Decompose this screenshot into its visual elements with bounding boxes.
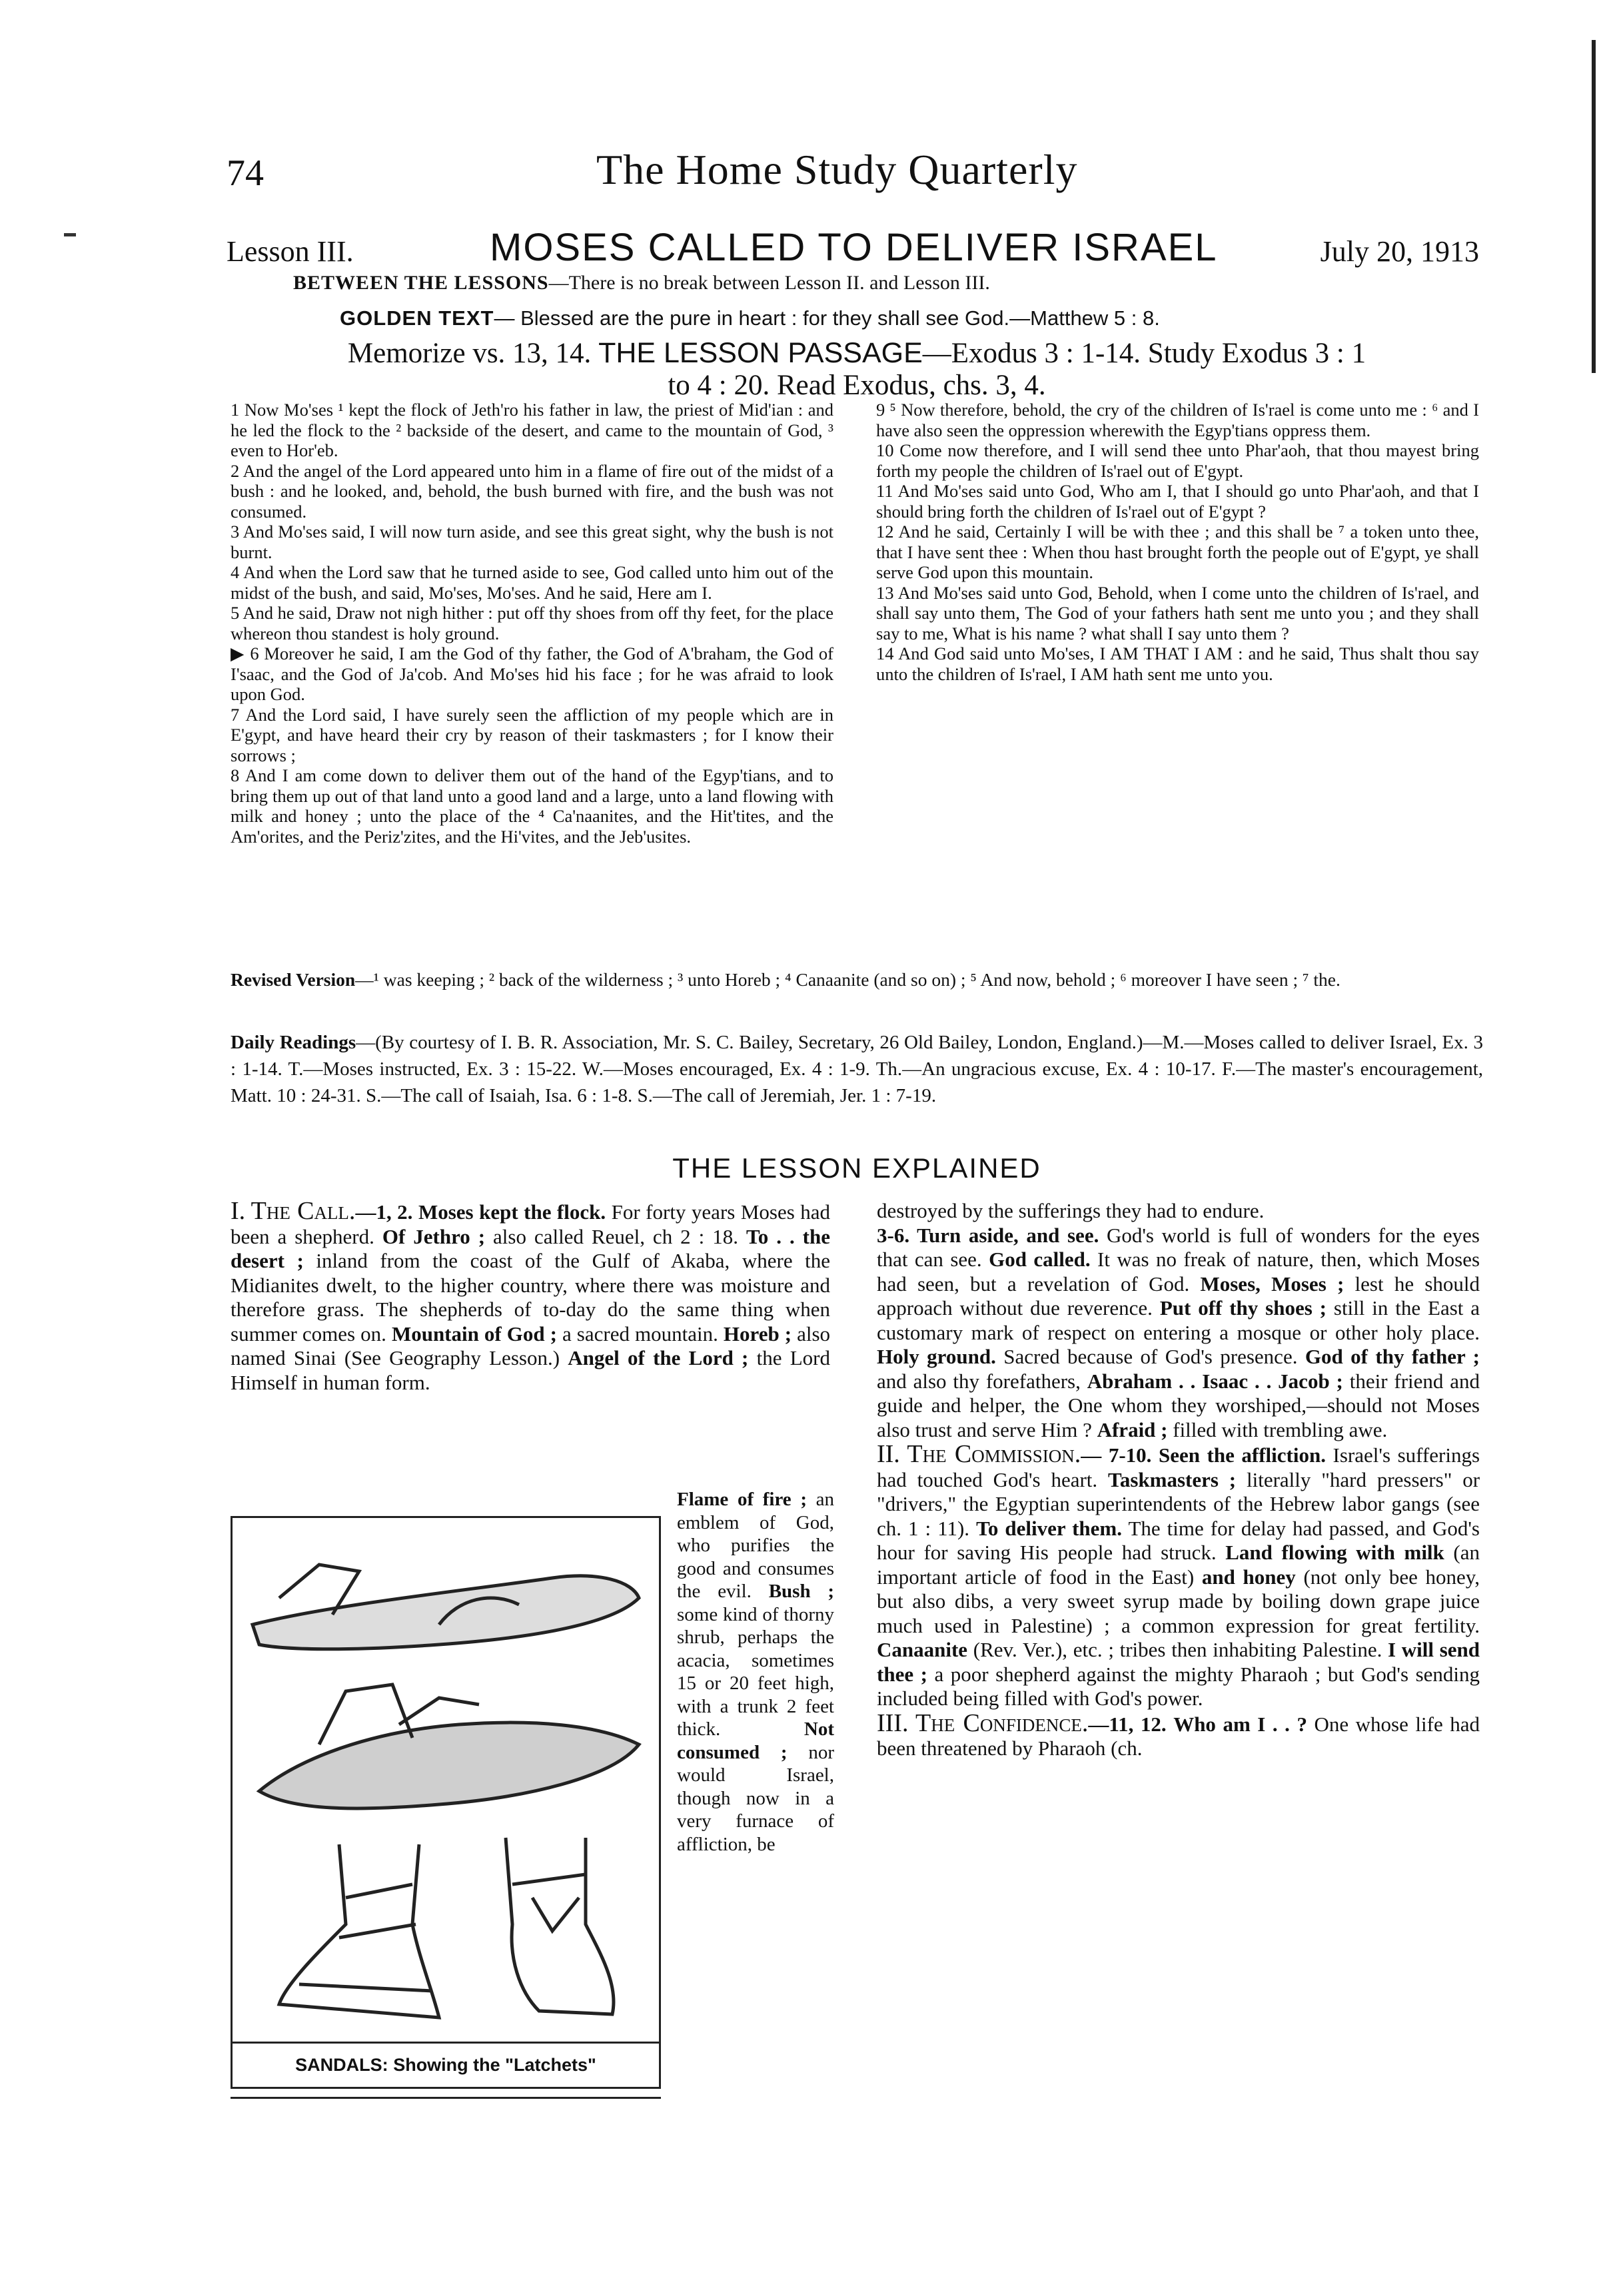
comment: (an important article of food in the East) [877,1541,1480,1589]
section-title: THE LESSON EXPLAINED [672,1152,1041,1184]
figure-caption [233,2042,659,2087]
golden-label: GOLDEN TEXT [340,306,494,330]
comment: lest he should approach without due reverence. [877,1272,1480,1320]
verse-7: 7 And the Lord said, I have surely seen the affliction of my people which are in E'gypt, and have heard their cry by reason of their taskmasters ; for I know their sorrows ; [231,704,833,765]
verse-12: 12 And he said, Certainly I will be with thee ; and this shall be ⁷ a token unto thee, that I have sent thee : When thou hast brought forth the people out of E'gypt, ye shall serve God upon this mountain. [876,522,1479,582]
term: Moses kept the flock. [418,1200,606,1224]
revised-text: —¹ was keeping ; ² back of the wilderness ; ³ unto Horeb ; ⁴ Canaanite (and so on) ; ⁵ And now, behold ; ⁶ moreover I have seen ; ⁷ the. [355,969,1340,990]
section-commission [877,1442,1480,1711]
memorize-verses: Memorize vs. 13, 14. [347,338,592,369]
verse-13: 13 And Mo'ses said unto God, Behold, when I come unto the children of Is'rael, and shall say unto them, The God of your fathers hath sent me unto you ; and they shall say to me, What is his name ? what shall I say unto them ? [876,582,1479,643]
term: I will send thee ; [877,1638,1480,1686]
verse-2: 2 And the angel of the Lord appeared unto him in a flame of fire out of the midst of a bush : and he looked, and, behold, the bush burned with fire, and the bush was not consumed. [231,460,833,522]
lesson-title: MOSES CALLED TO DELIVER ISRAEL [490,226,1218,269]
revised-label: Revised Version [231,969,356,990]
term: and honey [1201,1565,1296,1589]
term: Flame of fire ; [677,1489,807,1510]
term: Of Jethro ; [382,1224,486,1248]
journal-title: The Home Study Quarterly [596,146,1078,193]
golden-text-body: — Blessed are the pure in heart : for they shall see God.—Matthew 5 : 8. [494,306,1160,330]
between-text: —There is no break between Lesson II. and Lesson III. [548,272,990,294]
comment: some kind of thorny shrub, perhaps the acacia, sometimes 15 or 20 feet high, with a trunk 2 feet thick. [677,1603,834,1740]
term: To . . the desert ; [231,1224,830,1272]
verse-1: 1 Now Mo'ses ¹ kept the flock of Jeth'ro his father in law, the priest of Mid'ian : and he led the flock to the ² backside of the desert, and came to the mountain of God, ³ even to Hor'eb. [231,400,833,460]
comment: the Lord Himself in human form. [231,1346,831,1394]
explained-column-right [877,1199,1480,1761]
lesson-passage-line [231,337,1483,402]
section-name: The Commission. [907,1440,1081,1468]
comment: an emblem of God, who purifies the good and consumes the evil. [677,1489,834,1602]
comment: literally "hard pressers" or "drivers," the Egyptian superintendents of the Hebrew labor gangs (see ch. 1 : 11). [877,1467,1480,1540]
passage-column-right [876,400,1479,684]
verse-9: 9 ⁵ Now therefore, behold, the cry of the children of Is'rael is come unto me : ⁶ and I have also seen the oppression wherewith the Egyp'tians oppress them. [876,400,1479,440]
term: Bush ; [768,1581,835,1602]
term: Canaanite [877,1638,968,1661]
running-head [227,145,1492,205]
explained-column-left [231,1199,830,1395]
foot-right [506,1838,614,2014]
passage-column-left [231,400,833,847]
daily-label: Daily Readings [231,1032,356,1053]
verse-ref: — 7-10. [1081,1443,1152,1467]
term: Land flowing with milk [1225,1541,1444,1564]
comment: still in the East a customary mark of respect on entering a mosque or other holy place. [877,1296,1480,1344]
term: Holy ground. [877,1345,996,1368]
comment: Israel's sufferings had touched God's heart. [877,1443,1480,1491]
verse-4: 4 And when the Lord saw that he turned aside to see, God called unto him out of the midst of the bush, and said, Mo'ses, Mo'ses. And he said, Here am I. [231,562,833,603]
narrow-paragraph [677,1488,834,1856]
term: Moses, Moses ; [1200,1272,1344,1296]
paragraph-turn-aside [877,1224,1480,1443]
daily-readings [231,1029,1483,1109]
term: Taskmasters ; [1108,1467,1237,1491]
comment: a poor shepherd against the mighty Pharaoh ; but God's sending included being filled with God's power. [877,1662,1480,1710]
verse-11: 11 And Mo'ses said unto God, Who am I, that I should go unto Phar'aoh, and that I should bring forth the children of Is'rael out of E'gypt ? [876,481,1479,522]
term: Mountain of God ; [391,1322,557,1345]
foot-right-straps [512,1874,586,1931]
page-number: 74 [227,153,264,194]
comment: destroyed by the sufferings they had to endure. [877,1199,1265,1222]
sandals-illustration [239,1525,652,2034]
section-call [231,1199,830,1395]
section-number: I. [231,1197,246,1225]
comment: (not only bee honey, but also dibs, a very sweet syrup made by boiling down grape juice much used in Palestine) ; a common expression for great fertility. [877,1565,1480,1637]
sandal-middle [259,1722,639,1808]
comment: a sacred mountain. [562,1322,718,1345]
verse-ref: —11, 12. [1088,1712,1167,1736]
sandal-top [253,1576,639,1649]
term: 3-6. Turn aside, and see. [877,1223,1099,1247]
term: Afraid ; [1097,1417,1168,1441]
figure-rule [231,2097,661,2099]
verse-5: 5 And he said, Draw not nigh hither : put off thy shoes from off thy feet, for the place whereon thou standest is holy ground. [231,603,833,643]
term: Abraham . . Isaac . . Jacob ; [1087,1369,1343,1393]
lesson-number: Lesson III. [227,235,354,268]
caption-label: SANDALS: [295,2055,388,2075]
between-label: BETWEEN THE LESSONS [293,272,549,294]
comment: also named Sinai (See Geography Lesson.) [231,1322,831,1369]
term: Seen the affliction. [1158,1443,1326,1467]
term: Who am I . . ? [1173,1712,1307,1736]
comment: and also thy forefathers, [877,1369,1081,1393]
comment: (Rev. Ver.), etc. ; tribes then inhabiting Palestine. [973,1638,1382,1661]
comment: One whose life had been threatened by Pharaoh (ch. [877,1712,1480,1760]
term: God of thy father ; [1305,1345,1480,1368]
passage-reference: —Exodus 3 : 1-14. [922,338,1141,369]
comment: Sacred because of God's presence. [1003,1345,1298,1368]
term: God called. [989,1248,1091,1271]
sandals-figure [231,1516,661,2089]
read-reference: Read Exodus, chs. 3, 4. [776,370,1046,401]
caption-text: Showing the "Latchets" [393,2055,596,2075]
verse-ref: —1, 2. [355,1200,413,1224]
term: Angel of the Lord ; [568,1346,749,1369]
daily-text: —(By courtesy of I. B. R. Association, Mr. S. C. Bailey, Secretary, 26 Old Bailey, London, England.)—M.—Moses called to deliver Israel, Ex. 3 : 1-14. T.—Moses instructed, Ex. 3 : 15-22. W.—Moses encouraged, Ex. 4 : 1-9. Th.—An ungracious excuse, Ex. 4 : 10-17. F.—The master's encouragement, Matt. 10 : 24-31. S.—The call of Isaiah, Isa. 6 : 1-8. S.—The call of Jeremiah, Jer. 1 : 7-19. [231,1032,1483,1106]
scan-edge-mark [1592,40,1596,373]
term: To deliver them. [976,1516,1122,1540]
section-name: The Call. [251,1197,356,1225]
scan-dash-mark [64,233,76,236]
comment: inland from the coast of the Gulf of Akaba, where the Midianites dwelt, to the higher country, where there was moisture and therefore grass. The shepherds of to-day do the same thing when summer comes on. [231,1249,830,1345]
verse-14: 14 And God said unto Mo'ses, I AM THAT I AM : and he said, Thus shalt thou say unto the children of Is'rael, I AM hath sent me unto you. [876,643,1479,684]
verse-6: ▶ 6 Moreover he said, I am the God of thy father, the God of A'braham, the God of I'saac, and the God of Ja'cob. And Mo'ses hid his face ; for he was afraid to look upon God. [231,643,833,704]
term: Not consumed ; [677,1719,834,1763]
section-number: II. [877,1440,900,1468]
golden-text [340,306,1160,330]
between-the-lessons [293,272,990,294]
term: Horeb ; [723,1322,792,1345]
comment: For forty years Moses had been a shepherd. [231,1200,831,1248]
verse-10: 10 Come now therefore, and I will send thee unto Phar'aoh, that thou mayest bring forth my people the children of Is'rael out of E'gypt. [876,440,1479,481]
comment: also called Reuel, ch 2 : 18. [493,1224,738,1248]
section-confidence [877,1711,1480,1761]
explained-column-narrow [677,1488,834,1856]
section-number: III. [877,1709,909,1737]
comment: The time for delay had passed, and God's hour for saving His people had struck. [877,1516,1480,1564]
leg-left-straps [299,1884,432,1991]
comment: It was no freak of nature, then, which Moses had seen, but a revelation of God. [877,1248,1480,1296]
study-reference: Study Exodus 3 : 1 [1147,338,1366,369]
verse-8: 8 And I am come down to deliver them out of the hand of the Egyp'tians, and to bring them up out of that land unto a good land and a large, unto a land flowing with milk and honey ; unto the place of the ⁴ Ca'naanites, and the Hit'tites, and the Am'orites, and the Periz'zites, and the Hi'vites, and the Jeb'usites. [231,765,833,847]
study-reference-cont: to 4 : 20. [668,370,770,401]
section-name: The Confidence. [915,1709,1089,1737]
passage-label: THE LESSON PASSAGE [598,337,923,369]
comment: nor would Israel, though now in a very furnace of affliction, be [677,1741,834,1855]
revised-version-note [231,969,1483,990]
verse-3: 3 And Mo'ses said, I will now turn aside, and see this great sight, why the bush is not burnt. [231,522,833,562]
lesson-date: July 20, 1913 [1320,235,1479,268]
comment: filled with trembling awe. [1173,1417,1388,1441]
comment: their friend and guide and helper, the One whom they worshiped,—should not Moses also trust and serve Him ? [877,1369,1480,1441]
comment: God's world is full of wonders for the eyes that can see. [877,1223,1480,1271]
term: Put off thy shoes ; [1159,1296,1327,1320]
lesson-header [227,220,1479,273]
paragraph-destroyed [877,1199,1480,1224]
